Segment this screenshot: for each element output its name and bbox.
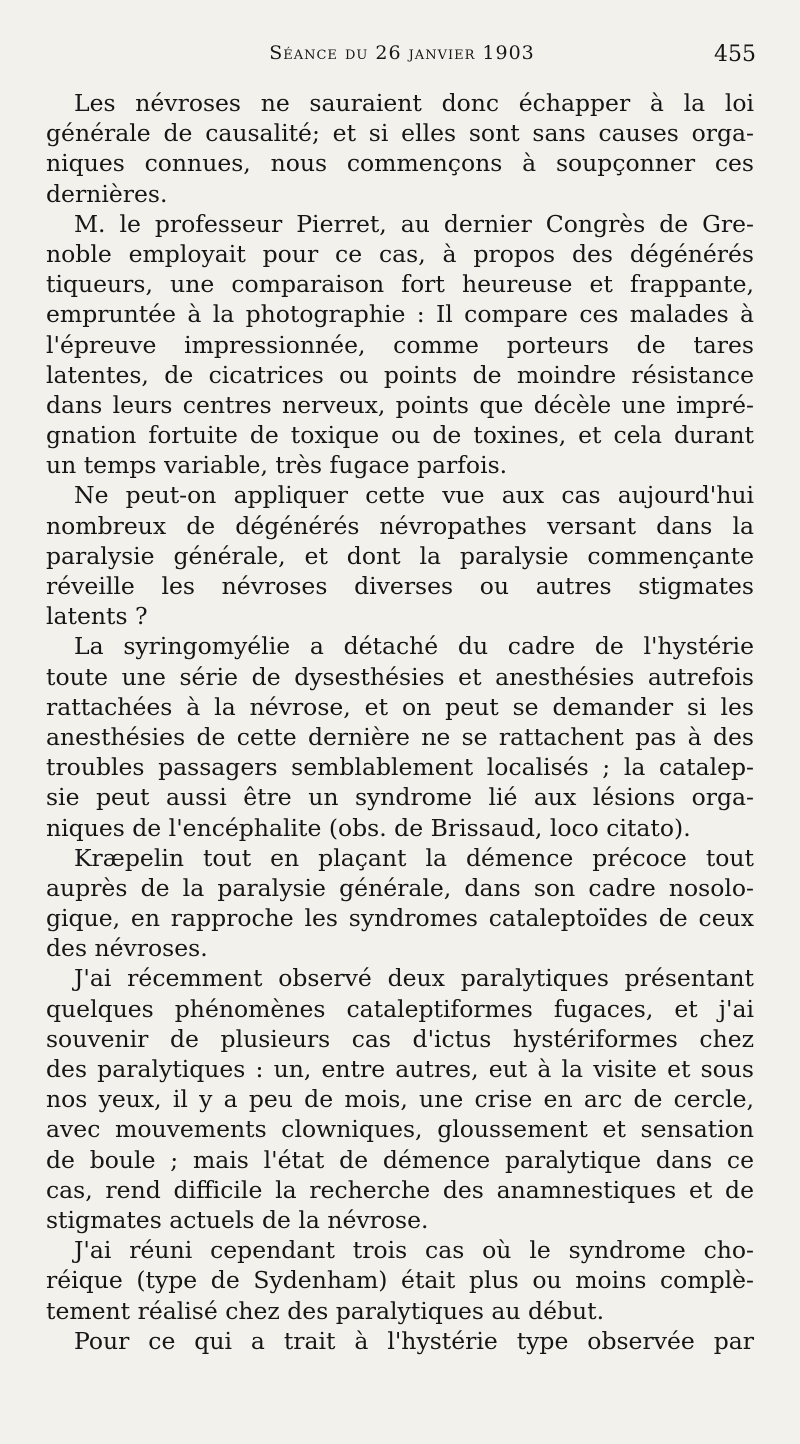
text-line: avec mouvements clowniques, gloussement et sensation xyxy=(46,1115,754,1144)
text-line: niques de l'encéphalite (obs. de Brissaud, loco citato). xyxy=(46,813,691,842)
text-line: Les névroses ne sauraient donc échapper à la loi xyxy=(74,89,754,117)
text-line: de boule ; mais l'état de démence paralytique dans ce xyxy=(46,1145,754,1174)
text-line: tiqueurs, une comparaison fort heureuse et frappante, xyxy=(46,270,754,299)
text-line: des paralytiques : un, entre autres, eut à la visite et sous xyxy=(46,1055,754,1083)
text-line: quelques phénomènes cataleptiformes fugaces, et j'ai xyxy=(46,994,754,1023)
text-line: dernières. xyxy=(46,179,168,208)
text-line: Ne peut-on appliquer cette vue aux cas aujourd'hui xyxy=(74,481,754,510)
text-line: réique (type de Sydenham) était plus ou moins complè- xyxy=(46,1266,754,1295)
text-line: sie peut aussi être un syndrome lié aux lésions orga- xyxy=(46,783,754,812)
text-line: des névroses. xyxy=(46,934,208,963)
text-line: latentes, de cicatrices ou points de moindre résistance xyxy=(46,360,754,389)
text-line: empruntée à la photographie : Il compare ces malades à xyxy=(46,300,754,329)
text-line: l'épreuve impressionnée, comme porteurs de tares xyxy=(46,330,754,359)
text-line: stigmates actuels de la névrose. xyxy=(46,1205,429,1234)
text-line: anesthésies de cette dernière ne se rattachent pas à des xyxy=(46,722,754,751)
text-line: souvenir de plusieurs cas d'ictus hystériformes chez xyxy=(46,1024,754,1053)
running-title: Séance du 26 janvier 1903 xyxy=(269,42,535,64)
page-number: 455 xyxy=(714,42,756,67)
text-line: gnation fortuite de toxique ou de toxines, et cela durant xyxy=(46,421,754,450)
text-line: dans leurs centres nerveux, points que décèle une impré- xyxy=(46,390,754,419)
text-line: nos yeux, il y a peu de mois, une crise en arc de cercle, xyxy=(46,1085,754,1114)
text-line: Pour ce qui a trait à l'hystérie type observée par xyxy=(74,1326,754,1355)
text-line: réveille les névroses diverses ou autres stigmates xyxy=(46,572,754,600)
text-line: troubles passagers semblablement localisés ; la catalep- xyxy=(46,753,754,782)
text-line: tement réalisé chez des paralytiques au début. xyxy=(46,1296,605,1325)
body-text xyxy=(46,88,754,1356)
text-line: La syringomyélie a détaché du cadre de l'hystérie xyxy=(74,632,754,661)
text-line: gique, en rapproche les syndromes cataleptoïdes de ceux xyxy=(46,904,754,933)
text-line: nombreux de dégénérés névropathes versant dans la xyxy=(46,511,754,540)
text-line: J'ai récemment observé deux paralytiques présentant xyxy=(74,964,754,993)
text-line: rattachées à la névrose, et on peut se demander si les xyxy=(46,692,754,721)
page-header xyxy=(48,42,756,72)
text-line: cas, rend difficile la recherche des anamnestiques et de xyxy=(46,1175,754,1204)
text-line: J'ai réuni cependant trois cas où le syndrome cho- xyxy=(74,1236,754,1265)
text-line: auprès de la paralysie générale, dans son cadre nosolo- xyxy=(46,873,754,902)
text-line: M. le professeur Pierret, au dernier Congrès de Gre- xyxy=(74,209,754,238)
text-line: latents ? xyxy=(46,602,148,631)
text-line: toute une série de dysesthésies et anesthésies autrefois xyxy=(46,662,754,691)
text-line: paralysie générale, et dont la paralysie commençante xyxy=(46,541,754,570)
text-line: niques connues, nous commençons à soupçonner ces xyxy=(46,149,754,178)
text-line: générale de causalité; et si elles sont sans causes orga- xyxy=(46,119,754,148)
text-line: un temps variable, très fugace parfois. xyxy=(46,451,508,480)
text-line: noble employait pour ce cas, à propos des dégénérés xyxy=(46,239,754,268)
text-line: Kræpelin tout en plaçant la démence précoce tout xyxy=(74,843,754,872)
